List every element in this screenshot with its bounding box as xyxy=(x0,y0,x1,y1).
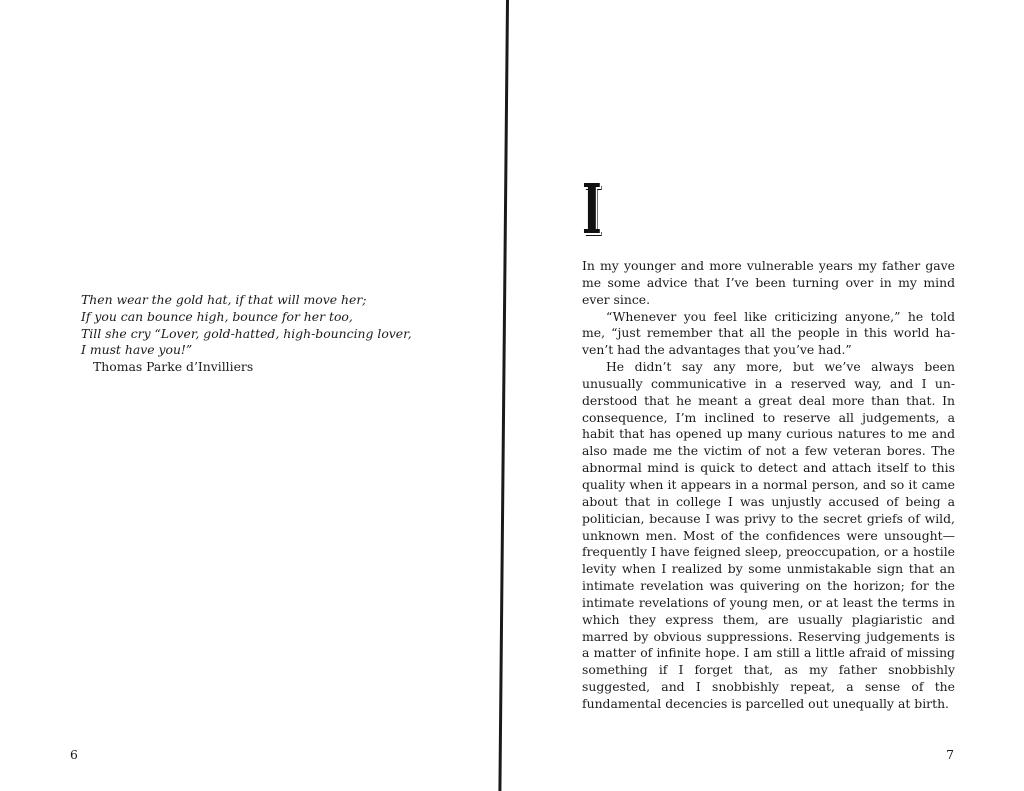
left-page xyxy=(0,0,508,791)
paragraph: He didn’t say any more, but we’ve always been unusually communicative in a reserved way, and I understood that he meant a great deal more than that. In consequence, I’m inclined to reserve all judgements, a habit that has opened up many curious natures to me and also made me the victim of not a few veteran bores. The abnormal mind is quick to detect and attach itself to this quality when it appears in a normal person, and so it came about that in college I was unjustly accused of being a politician, because I was privy to the secret griefs of wild, unknown men. Most of the confidences were unsought—frequently I have feigned sleep, preoccupation, or a hostile levity when I realized by some unmistakable sign that an intimate revelation was quivering on the horizon; for the intimate revelations of young men, or at least the terms in which they express them, are usually plagiaristic and marred by obvious suppressions. Reserving judgements is a matter of infinite hope. I am still a little afraid of missing something if I forget that, as my father snobbishly suggested, and I snobbishly repeat, a sense of the fundamental decencies is parcelled out unequally at birth. xyxy=(582,359,955,711)
epigraph-line: I must have you!” xyxy=(81,342,193,358)
epigraph-line: If you can bounce high, bounce for her too, xyxy=(81,308,353,324)
epigraph-attribution: Thomas Parke d’Invilliers xyxy=(93,359,254,375)
epigraph-line: Till she cry “Lover, gold-hatted, high-bouncing lover, xyxy=(81,325,412,341)
paragraph: In my younger and more vulnerable years my father gave me some advice that I’ve been turning over in my mind ever since. xyxy=(582,258,955,307)
chapter-numeral: I xyxy=(582,170,602,250)
page-number-right: 7 xyxy=(946,747,954,762)
chapter-body xyxy=(582,258,955,713)
right-page xyxy=(512,0,1024,791)
page-number-left: 6 xyxy=(70,747,78,762)
epigraph xyxy=(81,292,481,376)
epigraph-line: Then wear the gold hat, if that will move her; xyxy=(81,292,367,307)
paragraph: “Whenever you feel like criticizing anyone,” he told me, “just remember that all the people in this world haven’t had the advantages that you’ve had.” xyxy=(582,308,955,358)
